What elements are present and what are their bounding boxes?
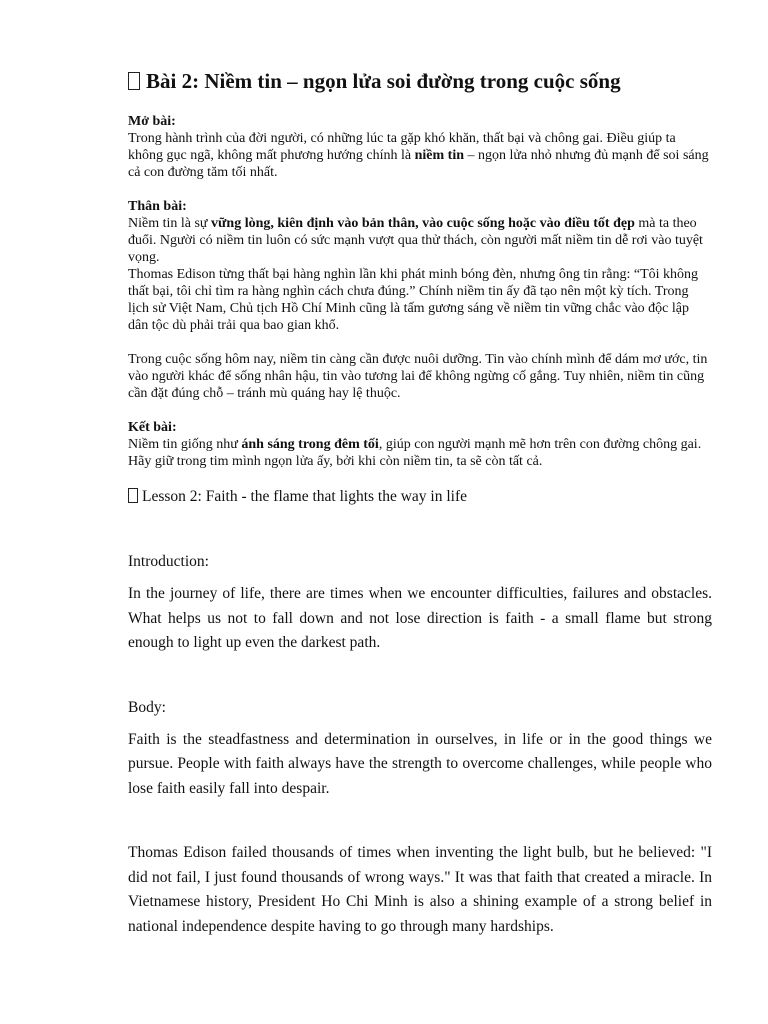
intro-text-start: Trong hành trình của đời người, có những lúc ta gặp khó khăn, thất bại và chông gai. Điều giúp ta không gục ngã, không mất phương hướng chính là (128, 131, 676, 163)
english-intro-heading: Introduction: (128, 553, 209, 570)
english-title-text: Lesson 2: Faith - the flame that lights the way in life (142, 488, 468, 505)
body-p1-text-start: Niềm tin là sự (128, 216, 212, 231)
conclusion-text-end: , giúp con người mạnh mẽ hơn trên con đường chông gai. Hãy giữ trong tim mình ngọn lửa ấy, bởi khi còn niềm tin, ta sẽ còn tất cả. (128, 437, 702, 469)
english-intro-paragraph: In the journey of life, there are times when we encounter difficulties, failures and obstacles. What helps us not to fall down and not lose direction is faith - a small flame but strong enough to light up even the darkest path. (128, 585, 712, 651)
vietnamese-conclusion-section (128, 419, 712, 470)
vietnamese-body-paragraph-3: Trong cuộc sống hôm nay, niềm tin càng cần được nuôi dưỡng. Tin vào chính mình để dám mơ ước, tin vào người khác để sống nhân hậu, tin vào tương lai để không ngừng cố gắng. Tuy nhiên, niềm tin cũng cần đặt đúng chỗ – tránh mù quáng hay lệ thuộc. (128, 352, 708, 401)
vietnamese-body-heading: Thân bài: (128, 199, 187, 214)
intro-bold-phrase: niềm tin (414, 148, 465, 163)
vietnamese-intro-heading: Mở bài: (128, 114, 176, 129)
vietnamese-conclusion-paragraph (128, 436, 712, 470)
body-p1-text-end: mà ta theo đuổi. Người có niềm tin luôn có sức mạnh vượt qua thử thách, còn người mất niềm tin dễ rơi vào tuyệt vọng. (128, 216, 703, 265)
vietnamese-title (128, 66, 712, 96)
vietnamese-body-paragraph-2: Thomas Edison từng thất bại hàng nghìn lần khi phát minh bóng đèn, nhưng ông tin rằng: “Tôi không thất bại, tôi chỉ tìm ra hàng nghìn cách chưa đúng.” Chính niềm tin ấy đã tạo nên một kỳ tích. Trong lịch sử Việt Nam, Chủ tịch Hồ Chí Minh cũng là tấm gương sáng về niềm tin vững chắc vào độc lập dân tộc dù phải trải qua bao gian khổ. (128, 267, 699, 333)
vietnamese-body-section (128, 198, 712, 402)
conclusion-text-start: Niềm tin giống như (128, 437, 242, 452)
english-body-paragraph-1: Faith is the steadfastness and determination in ourselves, in life or in the good things we pursue. People with faith always have the strength to overcome challenges, while people who lose faith easily fall into despair. (128, 730, 712, 797)
english-body-paragraph-2: Thomas Edison failed thousands of times when inventing the light bulb, but he believed: "I did not fail, I just found thousands of wrong ways." It was that faith that created a miracle. In Vietnamese history, President Ho Chi Minh is also a shining example of a strong belief in national independence despite having to go through many hardships. (128, 844, 712, 935)
vietnamese-intro-section (128, 113, 712, 181)
vietnamese-title-text: Bài 2: Niềm tin – ngọn lửa soi đường trong cuộc sống (146, 69, 621, 93)
missing-glyph-icon (128, 72, 140, 90)
body-p1-bold-phrase: vững lòng, kiên định vào bản thân, vào cuộc sống hoặc vào điều tốt đẹp (211, 216, 635, 231)
vietnamese-conclusion-heading: Kết bài: (128, 420, 177, 435)
intro-text-end: – ngọn lửa nhỏ nhưng đủ mạnh để soi sáng cả con đường tăm tối nhất. (128, 148, 709, 180)
missing-glyph-icon (128, 488, 138, 503)
vietnamese-intro-paragraph (128, 130, 712, 181)
conclusion-bold-phrase: ánh sáng trong đêm tối (241, 437, 379, 452)
vietnamese-body-paragraph-1 (128, 215, 712, 266)
english-body-heading: Body: (128, 698, 166, 716)
english-title (128, 485, 712, 509)
